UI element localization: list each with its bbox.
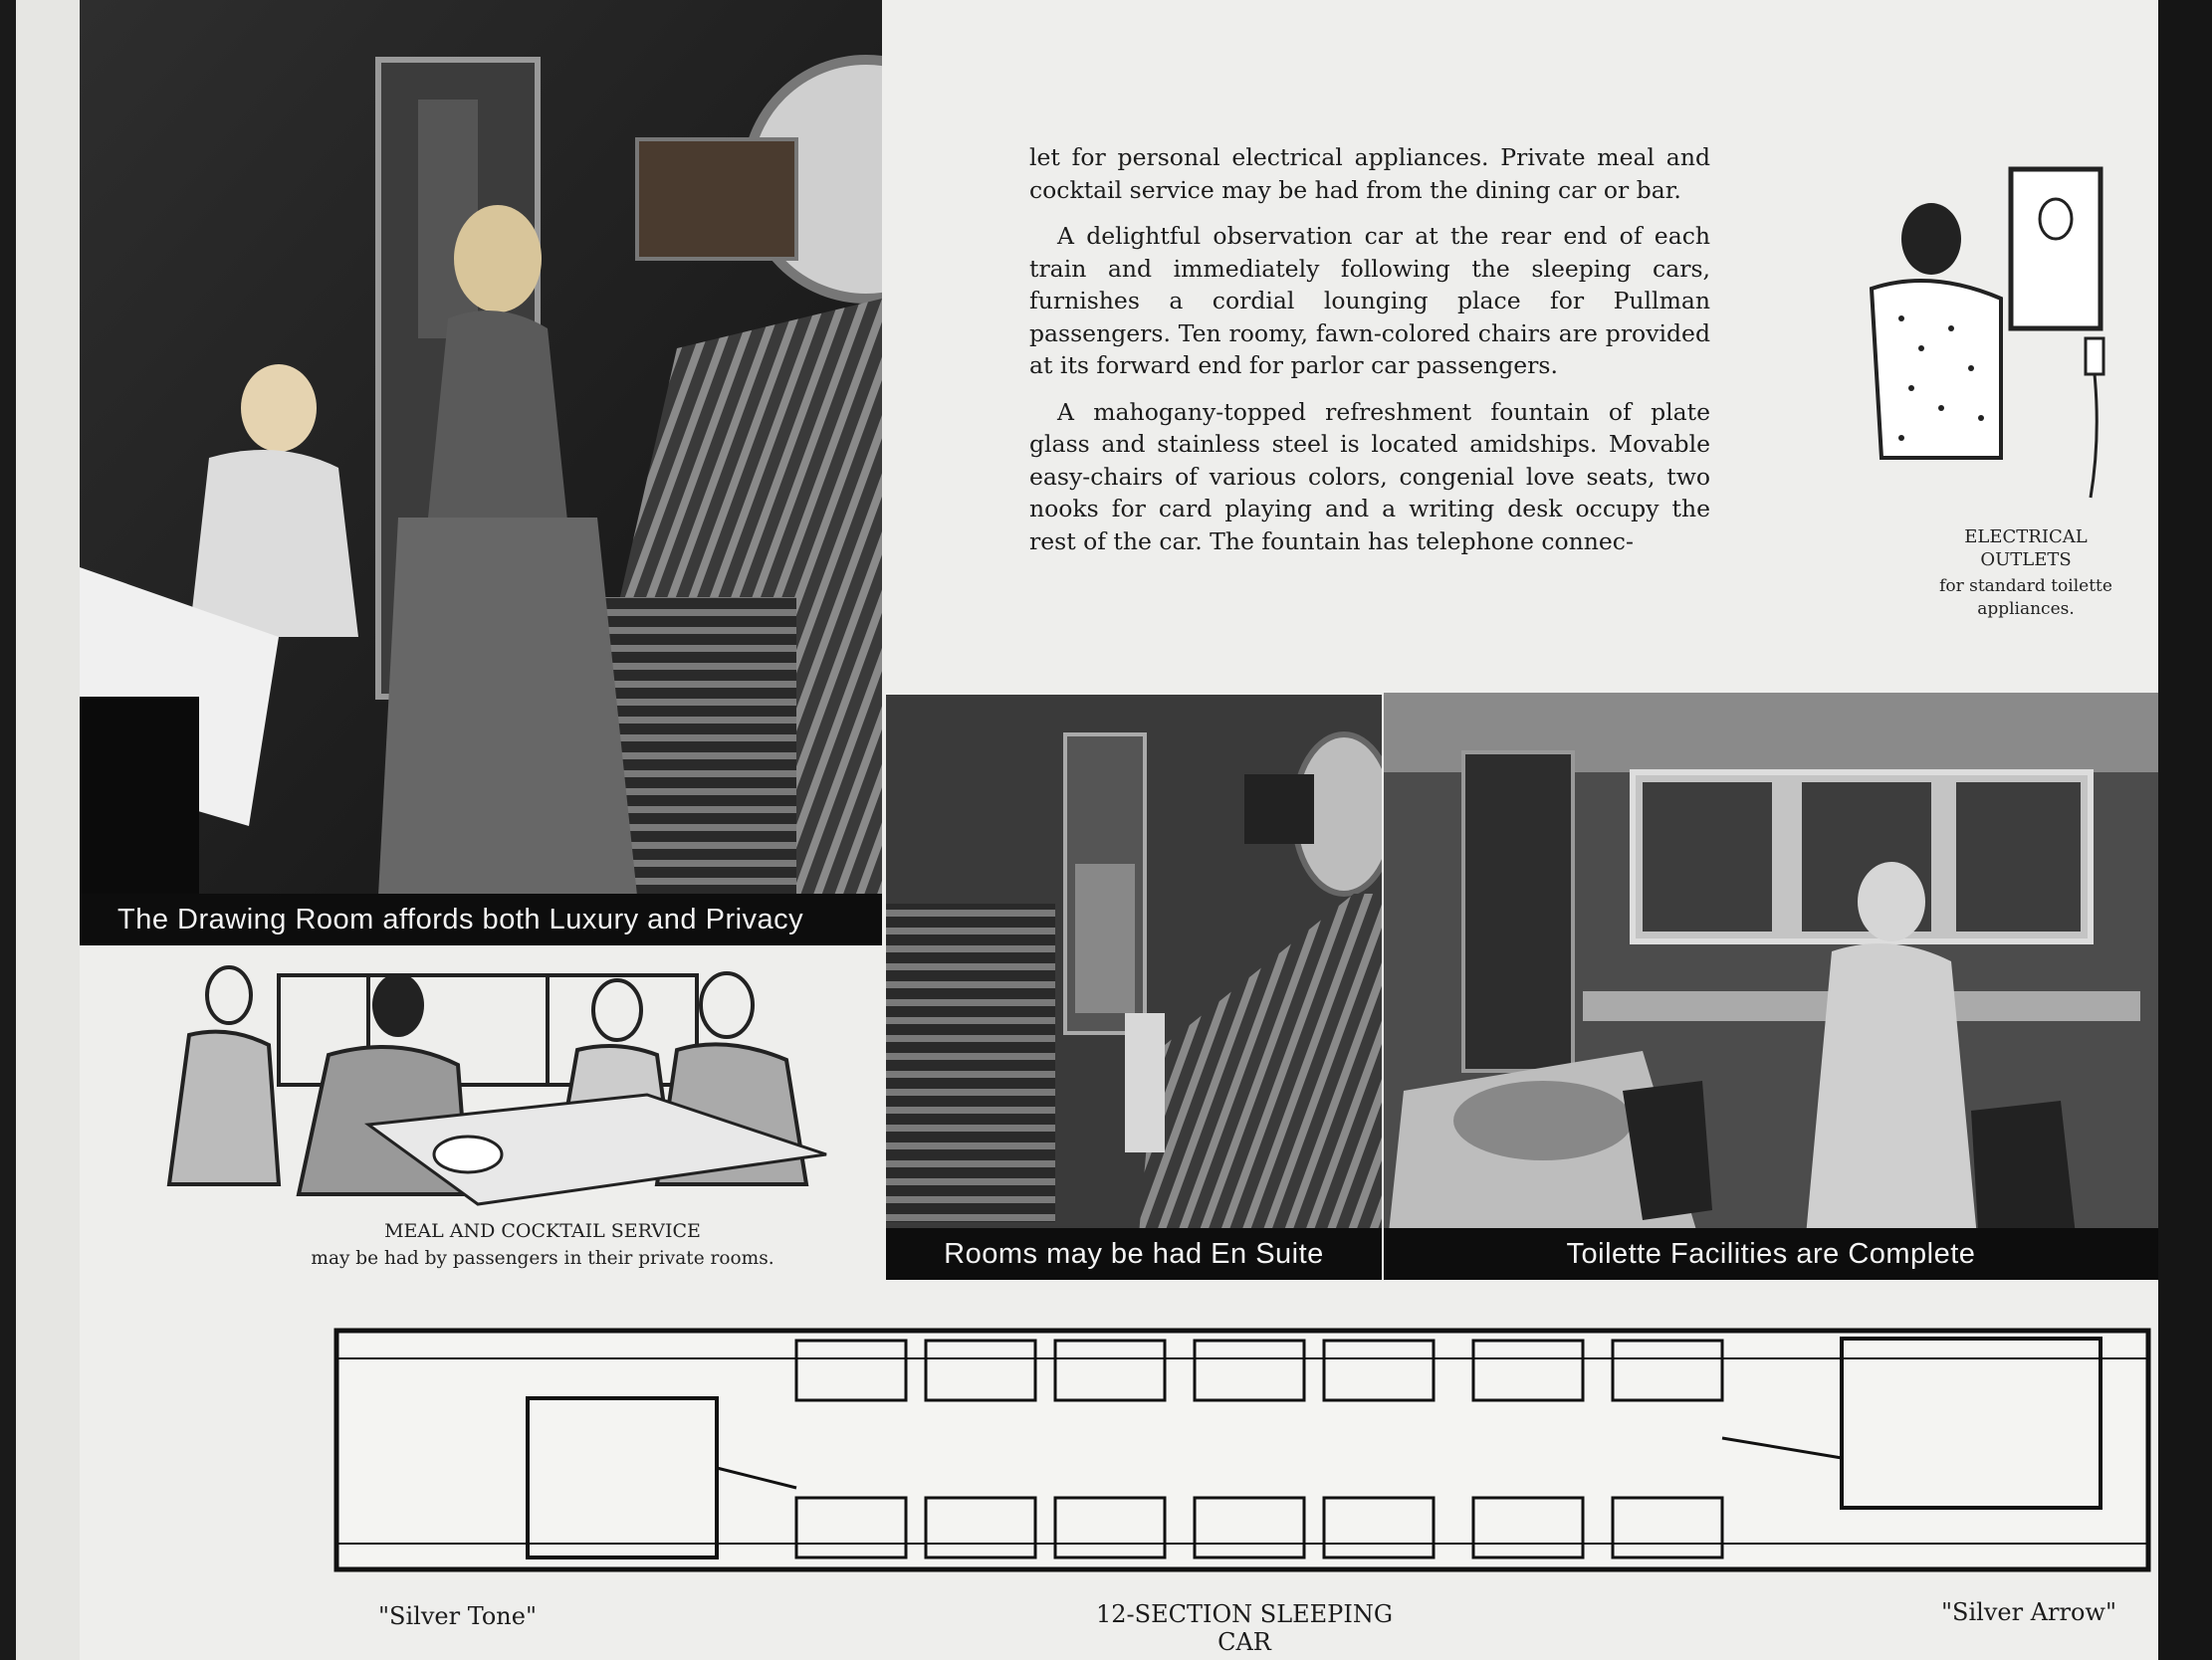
meal-title: MEAL AND COCKTAIL SERVICE bbox=[384, 1220, 701, 1242]
drawing-room-image bbox=[80, 0, 882, 945]
electrical-illustration bbox=[1852, 159, 2120, 508]
sleeping-car-floor-plan bbox=[329, 1319, 2158, 1587]
electrical-drawing bbox=[1852, 159, 2120, 508]
en-suite-image bbox=[886, 695, 1382, 1280]
electrical-subtitle: for standard toilette appliances. bbox=[1939, 576, 2112, 619]
toilette-photo bbox=[1384, 693, 2158, 1280]
drawing-room-caption: The Drawing Room affords both Luxury and Privacy bbox=[80, 894, 882, 945]
page-edge bbox=[2158, 0, 2212, 1660]
plan-label-right-car: "Silver Arrow" bbox=[1941, 1598, 2117, 1626]
body-text bbox=[1029, 141, 1710, 571]
paragraph-2: A delightful observation car at the rear end of each train and immediately following the sleeping cars, furnishes a cordial lounging place for Pullman passengers. Ten roomy, fawn-colored chairs are provided at its forward end for parlor car passengers. bbox=[1029, 222, 1710, 379]
meal-subtitle: may be had by passengers in their private rooms. bbox=[311, 1248, 774, 1269]
electrical-title-line1: ELECTRICAL bbox=[1964, 526, 2088, 547]
page-margin bbox=[16, 0, 80, 1660]
paragraph-1: let for personal electrical appliances. Private meal and cocktail service may be had from the dining car or bar. bbox=[1029, 143, 1710, 204]
drawing-room-photo bbox=[80, 0, 882, 945]
toilette-image bbox=[1384, 693, 2158, 1280]
en-suite-photo bbox=[886, 695, 1382, 1280]
toilette-caption: Toilette Facilities are Complete bbox=[1384, 1228, 2158, 1280]
book-spine bbox=[0, 0, 16, 1660]
paragraph-3: A mahogany-topped refreshment fountain of plate glass and stainless steel is located amidships. Movable easy-chairs of various colors, congenial love seats, two nooks for card playing and a writing desk occupy the rest of the car. The fountain has telephone connec- bbox=[1029, 397, 1710, 555]
electrical-title-line2: OUTLETS bbox=[1980, 549, 2072, 570]
electrical-title bbox=[1921, 525, 2130, 571]
en-suite-caption: Rooms may be had En Suite bbox=[886, 1228, 1382, 1280]
meal-illustration bbox=[129, 955, 866, 1214]
plan-label-left-car: "Silver Tone" bbox=[378, 1602, 537, 1630]
meal-drawing bbox=[129, 955, 866, 1214]
plan-label: 12-SECTION SLEEPING CAR bbox=[1096, 1600, 1393, 1656]
